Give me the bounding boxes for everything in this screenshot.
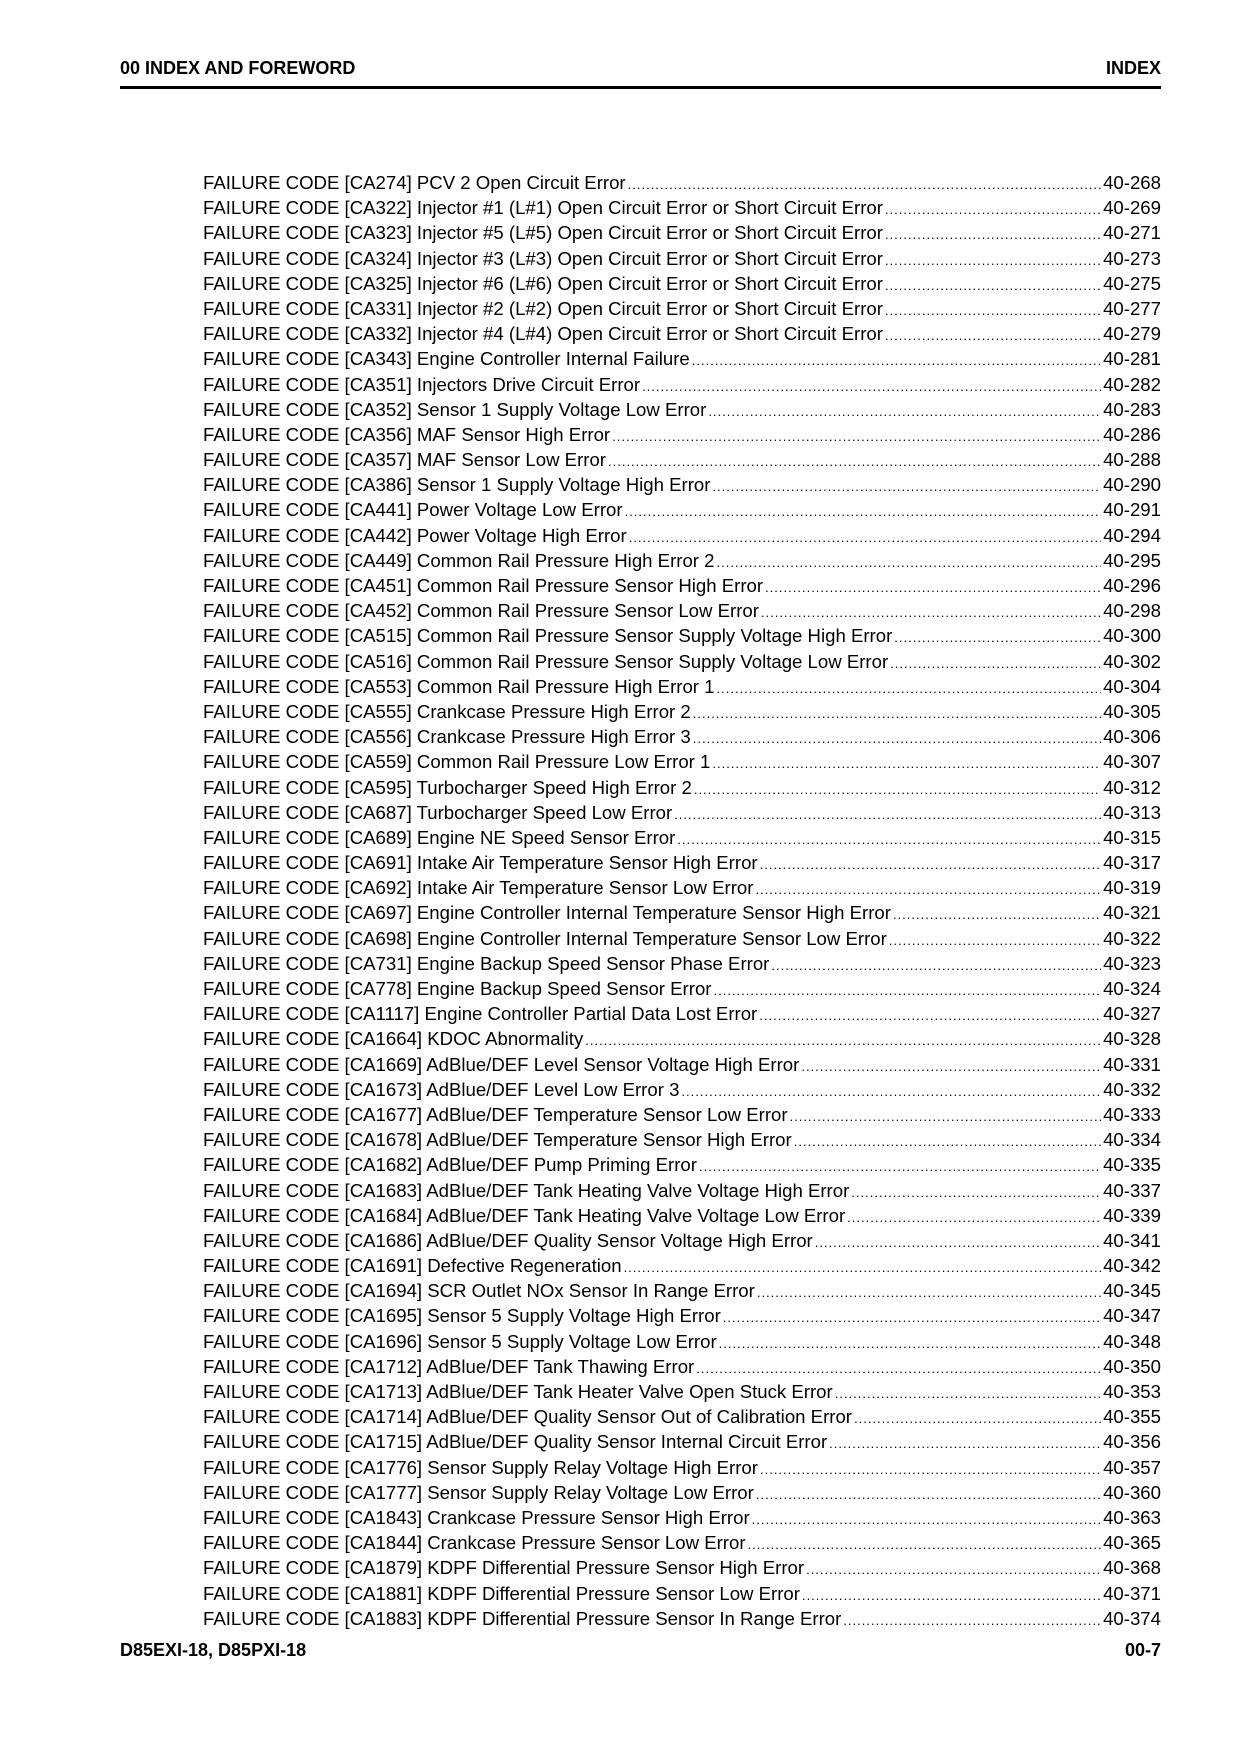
dot-leader: [612, 424, 1101, 447]
index-list: [203, 170, 1161, 1631]
index-entry[interactable]: [203, 1429, 1161, 1454]
dot-leader: [755, 877, 1101, 900]
index-entry[interactable]: [203, 825, 1161, 850]
dot-leader: [712, 751, 1101, 774]
entry-page-ref: 40-328: [1103, 1028, 1161, 1050]
index-entry[interactable]: [203, 195, 1161, 220]
index-entry[interactable]: [203, 1127, 1161, 1152]
entry-page-ref: 40-371: [1103, 1582, 1161, 1604]
dot-leader: [893, 902, 1101, 925]
entry-title: FAILURE CODE [CA1691] Defective Regeneration: [203, 1255, 622, 1277]
index-entry[interactable]: [203, 1278, 1161, 1303]
entry-title: FAILURE CODE [CA553] Common Rail Pressure High Error 1: [203, 675, 715, 697]
index-entry[interactable]: [203, 850, 1161, 875]
page-footer: [120, 1640, 1161, 1661]
dot-leader: [790, 1104, 1102, 1127]
entry-title: FAILURE CODE [CA449] Common Rail Pressure High Error 2: [203, 549, 715, 571]
index-entry[interactable]: [203, 523, 1161, 548]
entry-page-ref: 40-319: [1103, 877, 1161, 899]
dot-leader: [854, 1406, 1101, 1429]
index-entry[interactable]: [203, 1026, 1161, 1051]
entry-page-ref: 40-302: [1103, 650, 1161, 672]
dot-leader: [752, 1507, 1101, 1530]
dot-leader: [712, 474, 1101, 497]
entry-page-ref: 40-322: [1103, 927, 1161, 949]
index-entry[interactable]: [203, 775, 1161, 800]
entry-page-ref: 40-342: [1103, 1255, 1161, 1277]
entry-page-ref: 40-315: [1103, 826, 1161, 848]
entry-page-ref: 40-295: [1103, 549, 1161, 571]
index-entry[interactable]: [203, 1530, 1161, 1555]
entry-page-ref: 40-337: [1103, 1179, 1161, 1201]
dot-leader: [885, 197, 1101, 220]
index-entry[interactable]: [203, 220, 1161, 245]
index-entry[interactable]: [203, 271, 1161, 296]
entry-page-ref: 40-304: [1103, 675, 1161, 697]
index-entry[interactable]: [203, 1581, 1161, 1606]
index-entry[interactable]: [203, 372, 1161, 397]
entry-title: FAILURE CODE [CA1695] Sensor 5 Supply Voltage High Error: [203, 1305, 721, 1327]
index-entry[interactable]: [203, 321, 1161, 346]
index-entry[interactable]: [203, 1505, 1161, 1530]
entry-page-ref: 40-294: [1103, 524, 1161, 546]
index-entry[interactable]: [203, 397, 1161, 422]
entry-page-ref: 40-296: [1103, 575, 1161, 596]
entry-title: FAILURE CODE [CA386] Sensor 1 Supply Voltage High Error: [203, 474, 711, 496]
dot-leader: [760, 1457, 1101, 1480]
dot-leader: [748, 1532, 1102, 1555]
entry-page-ref: 40-283: [1103, 398, 1161, 420]
entry-page-ref: 40-333: [1103, 1103, 1161, 1125]
index-entry[interactable]: [203, 1228, 1161, 1253]
entry-title: FAILURE CODE [CA698] Engine Controller Internal Temperature Sensor Low Error: [203, 927, 887, 949]
page-header: [120, 58, 1161, 89]
entry-title: FAILURE CODE [CA325] Injector #6 (L#6) Open Circuit Error or Short Circuit Error: [203, 272, 883, 294]
index-entry[interactable]: [203, 346, 1161, 371]
entry-page-ref: 40-268: [1103, 172, 1161, 193]
dot-leader: [829, 1431, 1101, 1454]
entry-page-ref: 40-281: [1103, 348, 1161, 370]
index-entry[interactable]: [203, 472, 1161, 497]
entry-page-ref: 40-327: [1103, 1003, 1161, 1025]
entry-page-ref: 40-313: [1103, 801, 1161, 823]
entry-page-ref: 40-347: [1103, 1305, 1161, 1327]
dot-leader: [794, 1129, 1101, 1152]
index-entry[interactable]: [203, 976, 1161, 1001]
index-entry[interactable]: [203, 246, 1161, 271]
dot-leader: [847, 1205, 1101, 1228]
index-entry[interactable]: [203, 447, 1161, 472]
index-entry[interactable]: [203, 623, 1161, 648]
page-number: 00-7: [1124, 1640, 1161, 1660]
entry-page-ref: 40-307: [1103, 751, 1161, 773]
index-entry[interactable]: [203, 1152, 1161, 1177]
index-entry[interactable]: [203, 749, 1161, 774]
entry-page-ref: 40-288: [1103, 449, 1161, 471]
dot-leader: [760, 852, 1101, 875]
index-entry[interactable]: [203, 1178, 1161, 1203]
index-entry[interactable]: [203, 1404, 1161, 1429]
entry-title: FAILURE CODE [CA1883] KDPF Differential Pressure Sensor In Range Error: [203, 1607, 842, 1629]
entry-title: FAILURE CODE [CA324] Injector #3 (L#3) Open Circuit Error or Short Circuit Error: [203, 247, 883, 269]
entry-page-ref: 40-306: [1103, 726, 1161, 748]
dot-leader: [889, 928, 1101, 951]
dot-leader: [885, 323, 1101, 346]
entry-title: FAILURE CODE [CA689] Engine NE Speed Sensor Error: [203, 826, 676, 848]
entry-title: FAILURE CODE [CA451] Common Rail Pressure Sensor High Error: [203, 575, 764, 596]
index-entry[interactable]: [203, 422, 1161, 447]
header-index-label: INDEX: [1105, 58, 1161, 78]
entry-title: FAILURE CODE [CA691] Intake Air Temperature Sensor High Error: [203, 852, 758, 874]
entry-page-ref: 40-286: [1103, 423, 1161, 445]
entry-page-ref: 40-334: [1103, 1129, 1161, 1151]
entry-title: FAILURE CODE [CA1843] Crankcase Pressure Sensor High Error: [203, 1506, 750, 1528]
entry-page-ref: 40-332: [1103, 1078, 1161, 1100]
entry-page-ref: 40-335: [1103, 1154, 1161, 1176]
entry-title: FAILURE CODE [CA323] Injector #5 (L#5) Open Circuit Error or Short Circuit Error: [203, 222, 883, 244]
entry-page-ref: 40-273: [1103, 247, 1161, 269]
entry-title: FAILURE CODE [CA452] Common Rail Pressure Sensor Low Error: [203, 600, 759, 622]
dot-leader: [694, 777, 1101, 800]
entry-title: FAILURE CODE [CA441] Power Voltage Low Error: [203, 499, 623, 521]
entry-page-ref: 40-374: [1103, 1607, 1161, 1629]
entry-page-ref: 40-350: [1103, 1355, 1161, 1377]
entry-title: FAILURE CODE [CA1673] AdBlue/DEF Level Low Error 3: [203, 1078, 680, 1100]
entry-page-ref: 40-282: [1103, 373, 1161, 395]
dot-leader: [885, 222, 1101, 245]
index-entry[interactable]: [203, 1253, 1161, 1278]
dot-leader: [894, 625, 1101, 648]
entry-page-ref: 40-298: [1103, 600, 1161, 622]
entry-page-ref: 40-365: [1103, 1532, 1161, 1554]
entry-title: FAILURE CODE [CA352] Sensor 1 Supply Voltage Low Error: [203, 398, 707, 420]
entry-title: FAILURE CODE [CA357] MAF Sensor Low Error: [203, 449, 606, 471]
entry-title: FAILURE CODE [CA1696] Sensor 5 Supply Voltage Low Error: [203, 1330, 717, 1352]
index-entry[interactable]: [203, 674, 1161, 699]
entry-title: FAILURE CODE [CA1881] KDPF Differential Pressure Sensor Low Error: [203, 1582, 800, 1604]
dot-leader: [696, 1356, 1101, 1379]
index-entry[interactable]: [203, 800, 1161, 825]
entry-page-ref: 40-279: [1103, 323, 1161, 345]
entry-title: FAILURE CODE [CA1777] Sensor Supply Relay Voltage Low Error: [203, 1481, 754, 1503]
entry-page-ref: 40-363: [1103, 1506, 1161, 1528]
entry-page-ref: 40-275: [1103, 272, 1161, 294]
index-entry[interactable]: [203, 598, 1161, 623]
entry-title: FAILURE CODE [CA1776] Sensor Supply Relay Voltage High Error: [203, 1456, 758, 1478]
entry-title: FAILURE CODE [CA1683] AdBlue/DEF Tank Heating Valve Voltage High Error: [203, 1179, 850, 1201]
entry-page-ref: 40-269: [1103, 197, 1161, 219]
section-title: 00 INDEX AND FOREWORD: [120, 58, 356, 78]
entry-page-ref: 40-277: [1103, 297, 1161, 319]
entry-title: FAILURE CODE [CA559] Common Rail Pressure Low Error 1: [203, 751, 711, 773]
index-entry[interactable]: [203, 1303, 1161, 1328]
index-entry[interactable]: [203, 1052, 1161, 1077]
entry-title: FAILURE CODE [CA343] Engine Controller Internal Failure: [203, 348, 690, 370]
entry-title: FAILURE CODE [CA731] Engine Backup Speed Sensor Phase Error: [203, 952, 770, 974]
dot-leader: [885, 248, 1101, 271]
dot-leader: [693, 726, 1101, 749]
dot-leader: [771, 953, 1101, 976]
index-entry[interactable]: [203, 699, 1161, 724]
dot-leader: [713, 978, 1101, 1001]
entry-title: FAILURE CODE [CA687] Turbocharger Speed Low Error: [203, 801, 673, 823]
index-entry[interactable]: [203, 1455, 1161, 1480]
dot-leader: [765, 575, 1101, 598]
entry-title: FAILURE CODE [CA516] Common Rail Pressure Sensor Supply Voltage Low Error: [203, 650, 889, 672]
index-entry[interactable]: [203, 926, 1161, 951]
index-entry[interactable]: [203, 875, 1161, 900]
entry-title: FAILURE CODE [CA1669] AdBlue/DEF Level Sensor Voltage High Error: [203, 1053, 800, 1075]
entry-title: FAILURE CODE [CA351] Injectors Drive Circuit Error: [203, 373, 641, 395]
entry-page-ref: 40-345: [1103, 1280, 1161, 1302]
index-entry[interactable]: [203, 1329, 1161, 1354]
entry-title: FAILURE CODE [CA1844] Crankcase Pressure Sensor Low Error: [203, 1532, 746, 1554]
dot-leader: [835, 1381, 1101, 1404]
dot-leader: [708, 399, 1101, 422]
dot-leader: [699, 1154, 1101, 1177]
index-entry[interactable]: [203, 1606, 1161, 1631]
entry-page-ref: 40-321: [1103, 902, 1161, 924]
index-entry[interactable]: [203, 296, 1161, 321]
entry-title: FAILURE CODE [CA515] Common Rail Pressure Sensor Supply Voltage High Error: [203, 625, 893, 647]
entry-title: FAILURE CODE [CA697] Engine Controller Internal Temperature Sensor High Error: [203, 902, 891, 924]
index-entry[interactable]: [203, 724, 1161, 749]
entry-title: FAILURE CODE [CA1686] AdBlue/DEF Quality Sensor Voltage High Error: [203, 1229, 813, 1251]
entry-page-ref: 40-353: [1103, 1381, 1161, 1402]
index-entry[interactable]: [203, 1555, 1161, 1580]
entry-page-ref: 40-360: [1103, 1481, 1161, 1503]
entry-title: FAILURE CODE [CA274] PCV 2 Open Circuit Error: [203, 172, 626, 193]
entry-page-ref: 40-356: [1103, 1431, 1161, 1453]
entry-page-ref: 40-300: [1103, 625, 1161, 647]
index-entry[interactable]: [203, 1203, 1161, 1228]
entry-title: FAILURE CODE [CA778] Engine Backup Speed Sensor Error: [203, 978, 712, 999]
dot-leader: [625, 499, 1102, 522]
entry-page-ref: 40-312: [1103, 776, 1161, 798]
entry-title: FAILURE CODE [CA1713] AdBlue/DEF Tank Heater Valve Open Stuck Error: [203, 1381, 833, 1402]
dot-leader: [759, 1003, 1101, 1026]
entry-title: FAILURE CODE [CA1694] SCR Outlet NOx Sensor In Range Error: [203, 1280, 755, 1302]
entry-page-ref: 40-305: [1103, 700, 1161, 722]
dot-leader: [608, 449, 1101, 472]
dot-leader: [692, 348, 1101, 371]
index-entry[interactable]: [203, 1001, 1161, 1026]
entry-title: FAILURE CODE [CA1117] Engine Controller Partial Data Lost Error: [203, 1003, 758, 1025]
entry-title: FAILURE CODE [CA1678] AdBlue/DEF Temperature Sensor High Error: [203, 1129, 792, 1151]
index-entry[interactable]: [203, 1077, 1161, 1102]
entry-page-ref: 40-348: [1103, 1330, 1161, 1352]
entry-title: FAILURE CODE [CA1714] AdBlue/DEF Quality Sensor Out of Calibration Error: [203, 1406, 852, 1428]
dot-leader: [851, 1180, 1101, 1203]
entry-title: FAILURE CODE [CA1715] AdBlue/DEF Quality Sensor Internal Circuit Error: [203, 1431, 828, 1453]
model-number: D85EXI-18, D85PXI-18: [120, 1640, 307, 1660]
entry-page-ref: 40-355: [1103, 1406, 1161, 1428]
dot-leader: [719, 1331, 1101, 1354]
entry-title: FAILURE CODE [CA332] Injector #4 (L#4) Open Circuit Error or Short Circuit Error: [203, 323, 883, 345]
dot-leader: [801, 1054, 1101, 1077]
entry-title: FAILURE CODE [CA442] Power Voltage High Error: [203, 524, 627, 546]
dot-leader: [843, 1608, 1101, 1631]
index-entry[interactable]: [203, 951, 1161, 976]
entry-page-ref: 40-324: [1103, 978, 1161, 999]
dot-leader: [674, 802, 1101, 825]
entry-title: FAILURE CODE [CA331] Injector #2 (L#2) Open Circuit Error or Short Circuit Error: [203, 297, 883, 319]
index-entry[interactable]: [203, 1102, 1161, 1127]
dot-leader: [885, 273, 1101, 296]
index-entry[interactable]: [203, 1379, 1161, 1404]
dot-leader: [717, 550, 1102, 573]
entry-page-ref: 40-339: [1103, 1204, 1161, 1226]
index-entry[interactable]: [203, 548, 1161, 573]
entry-page-ref: 40-341: [1103, 1229, 1161, 1251]
entry-title: FAILURE CODE [CA595] Turbocharger Speed High Error 2: [203, 776, 692, 798]
dot-leader: [585, 1028, 1101, 1051]
dot-leader: [885, 298, 1101, 321]
entry-page-ref: 40-368: [1103, 1557, 1161, 1579]
index-entry[interactable]: [203, 573, 1161, 598]
dot-leader: [624, 1255, 1102, 1278]
dot-leader: [628, 172, 1101, 195]
entry-title: FAILURE CODE [CA1664] KDOC Abnormality: [203, 1028, 584, 1050]
entry-page-ref: 40-290: [1103, 474, 1161, 496]
dot-leader: [806, 1557, 1101, 1580]
dot-leader: [642, 374, 1101, 397]
entry-page-ref: 40-323: [1103, 952, 1161, 974]
index-entry[interactable]: [203, 1480, 1161, 1505]
dot-leader: [629, 525, 1101, 548]
entry-title: FAILURE CODE [CA1684] AdBlue/DEF Tank Heating Valve Voltage Low Error: [203, 1204, 846, 1226]
entry-title: FAILURE CODE [CA556] Crankcase Pressure High Error 3: [203, 726, 691, 748]
dot-leader: [681, 1079, 1101, 1102]
entry-page-ref: 40-317: [1103, 852, 1161, 874]
entry-page-ref: 40-357: [1103, 1456, 1161, 1478]
entry-title: FAILURE CODE [CA1879] KDPF Differential Pressure Sensor High Error: [203, 1557, 805, 1579]
dot-leader: [890, 651, 1101, 674]
entry-page-ref: 40-331: [1103, 1053, 1161, 1075]
dot-leader: [756, 1482, 1101, 1505]
index-entry[interactable]: [203, 649, 1161, 674]
dot-leader: [757, 1280, 1101, 1303]
index-entry[interactable]: [203, 170, 1161, 195]
entry-page-ref: 40-271: [1103, 222, 1161, 244]
entry-title: FAILURE CODE [CA1712] AdBlue/DEF Tank Thawing Error: [203, 1355, 695, 1377]
index-entry[interactable]: [203, 1354, 1161, 1379]
dot-leader: [802, 1583, 1101, 1606]
index-entry[interactable]: [203, 900, 1161, 925]
entry-title: FAILURE CODE [CA356] MAF Sensor High Error: [203, 423, 611, 445]
entry-title: FAILURE CODE [CA692] Intake Air Temperature Sensor Low Error: [203, 877, 754, 899]
dot-leader: [761, 600, 1101, 623]
dot-leader: [693, 701, 1101, 724]
dot-leader: [723, 1305, 1101, 1328]
entry-title: FAILURE CODE [CA1677] AdBlue/DEF Temperature Sensor Low Error: [203, 1103, 788, 1125]
index-entry[interactable]: [203, 497, 1161, 522]
entry-page-ref: 40-291: [1103, 499, 1161, 521]
dot-leader: [677, 827, 1101, 850]
dot-leader: [815, 1230, 1101, 1253]
entry-title: FAILURE CODE [CA555] Crankcase Pressure High Error 2: [203, 700, 691, 722]
dot-leader: [717, 676, 1102, 699]
entry-title: FAILURE CODE [CA322] Injector #1 (L#1) Open Circuit Error or Short Circuit Error: [203, 197, 883, 219]
entry-title: FAILURE CODE [CA1682] AdBlue/DEF Pump Priming Error: [203, 1154, 697, 1176]
